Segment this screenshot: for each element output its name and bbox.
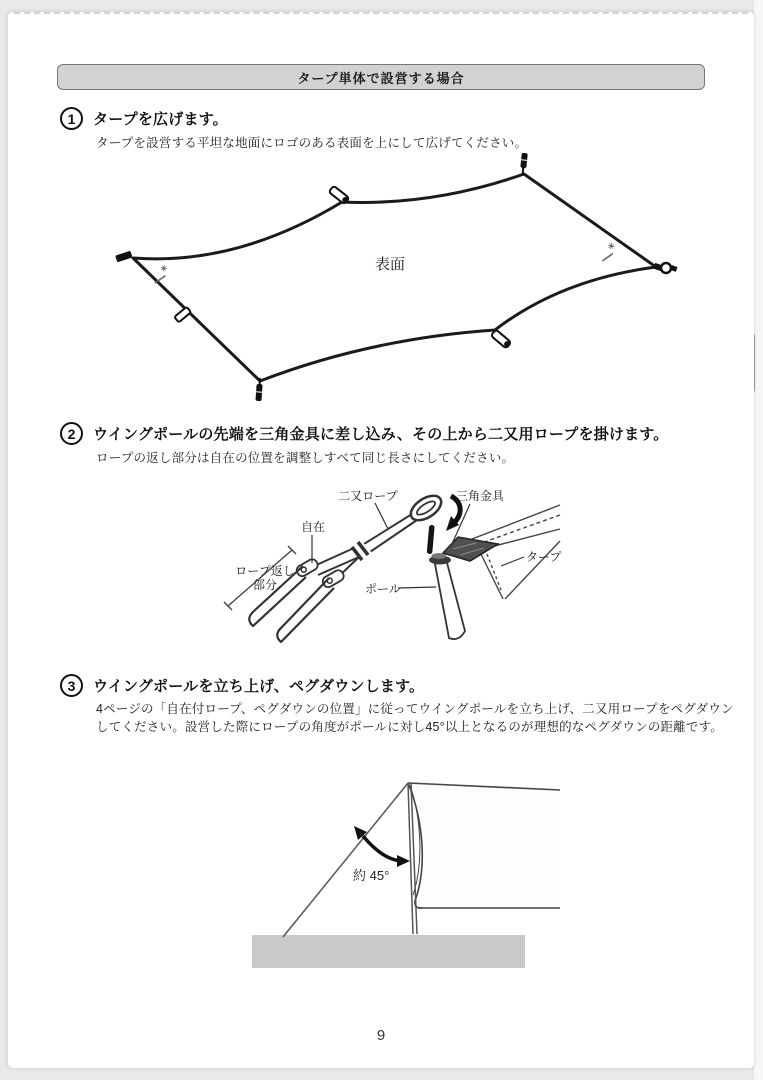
step-2-title: ウイングポールの先端を三角金具に差し込み、その上から二又用ロープを掛けます。 [93, 426, 669, 443]
tarp-edge-clip [174, 307, 191, 323]
page-top-edge [12, 12, 750, 14]
tarp-diagram [98, 152, 678, 402]
tarp-outline [133, 174, 656, 381]
step-3-description: 4ページの「自在付ロープ、ペグダウンの位置」に従ってウイングポールを立ち上げ、二又用ロープをペグダウンしてください。設営した際にロープの角度がポールに対し45°以上となるのが理想的なペグダウンの距離です。 [96, 702, 734, 734]
label-rope-return-2: 部分 [252, 578, 278, 592]
svg-text:✳: ✳ [157, 262, 170, 275]
section-banner [57, 64, 705, 90]
rope-eye [407, 491, 446, 525]
label-forked-rope: 二又ロープ [338, 489, 398, 503]
step-1-number-badge: 1 [60, 107, 83, 130]
triangle-fitting [443, 537, 498, 561]
document-page [8, 12, 754, 1068]
step-1-title: タープを広げます。 [93, 111, 228, 128]
rope-wrap [352, 541, 371, 560]
tarp-left-tab [115, 251, 132, 263]
rope-adjuster-a [295, 557, 320, 578]
rope-strands [312, 514, 417, 579]
label-triangle-fitting: 三角金具 [455, 489, 505, 503]
tarp-surface-label: 表面 [374, 256, 406, 273]
angle-label: 約 45° [353, 868, 390, 883]
label-adjuster: 自在 [300, 520, 326, 534]
scrollbar-track[interactable] [753, 0, 763, 1080]
label-rope-return-1: ロープ返し [235, 564, 295, 578]
step-2-description: ロープの返し部分は自在の位置を調整しすべて同じ長さにしてください。 [96, 451, 515, 465]
step-3-title: ウイングポールを立ち上げ、ペグダウンします。 [93, 678, 425, 695]
step-2-number-badge: 2 [60, 422, 83, 445]
step-1-heading [60, 107, 228, 130]
label-pole: ポール [365, 582, 401, 596]
page-number: 9 [376, 1027, 386, 1044]
tarp-right-ring [653, 263, 677, 273]
tarp-side-body [408, 783, 560, 908]
step-3-heading [60, 674, 424, 697]
tarp-bottom-buckle [491, 330, 512, 350]
tarp-top-peg [520, 153, 528, 176]
step-2-heading [60, 422, 669, 445]
label-tarp: タープ [526, 550, 562, 564]
pole-assembly-diagram [208, 487, 578, 662]
section-banner-label: タープ単体で設営する場合 [297, 70, 465, 86]
guy-rope [283, 783, 408, 937]
ground [252, 935, 525, 968]
step-3-number-badge: 3 [60, 674, 83, 697]
step-1-description: タープを設営する平坦な地面にロゴのある表面を上にして広げてください。 [96, 136, 528, 150]
svg-text:✳: ✳ [605, 240, 618, 253]
angle-diagram [250, 757, 570, 985]
angle-arrow-icon [354, 826, 410, 867]
